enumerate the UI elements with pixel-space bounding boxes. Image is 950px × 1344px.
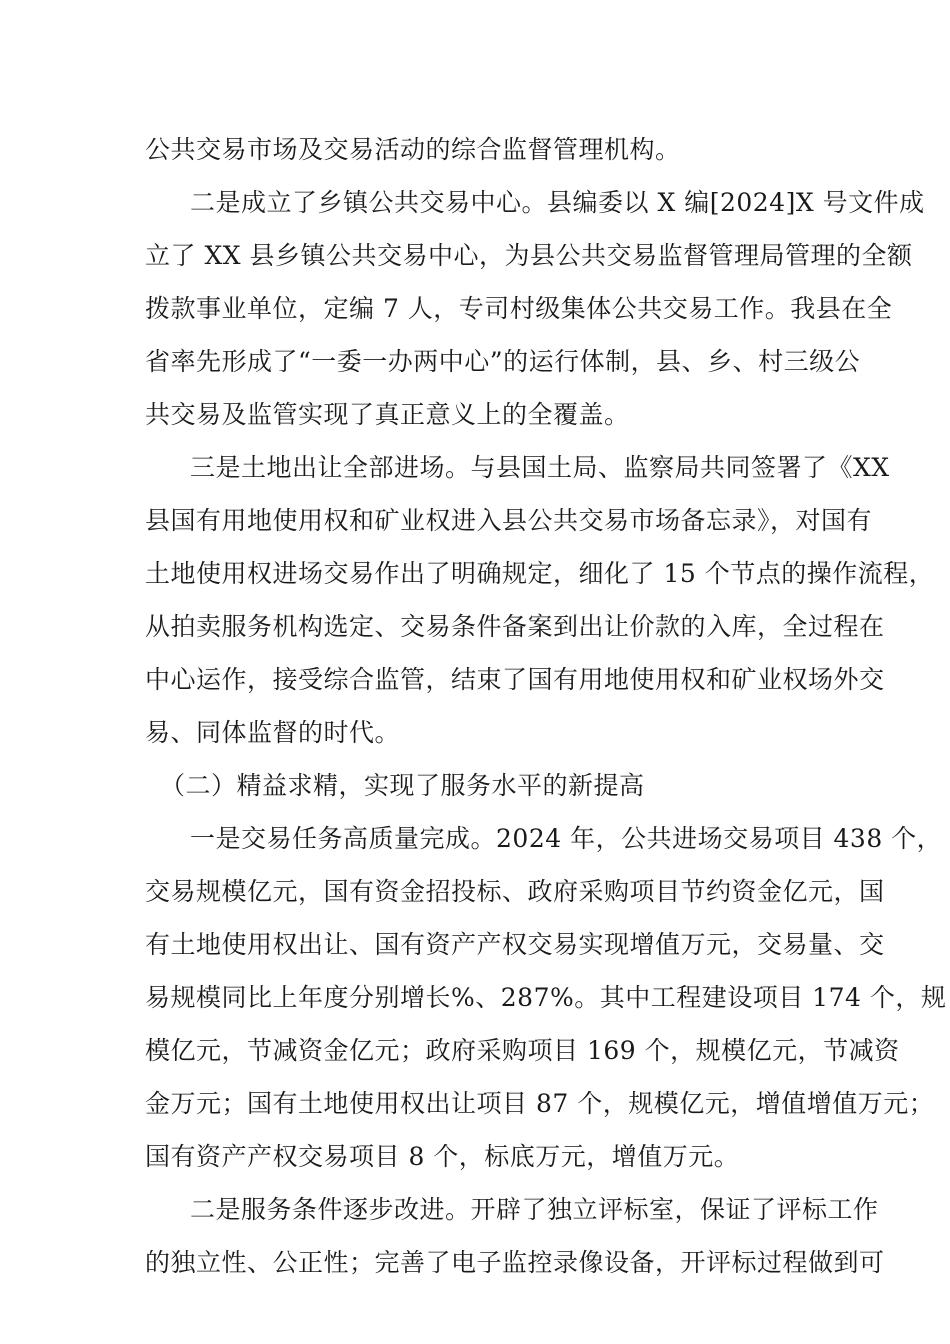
- paragraph-line: 二是成立了乡镇公共交易中心。县编委以 X 编[2024]X 号文件成: [190, 188, 925, 217]
- paragraph-line: 易、同体监督的时代。: [145, 718, 401, 747]
- paragraph-line: 公共交易市场及交易活动的综合监督管理机构。: [145, 135, 681, 164]
- paragraph-line: 一是交易任务高质量完成。2024 年，公共进场交易项目 438 个，: [190, 824, 943, 853]
- paragraph-line: 有土地使用权出让、国有资产产权交易实现增值万元，交易量、交: [145, 930, 885, 959]
- paragraph-line: 土地使用权进场交易作出了明确规定，细化了 15 个节点的操作流程，: [145, 559, 935, 588]
- paragraph-line: 中心运作，接受综合监管，结束了国有用地使用权和矿业权场外交: [145, 665, 885, 694]
- paragraph-line: 三是土地出让全部进场。与县国土局、监察局共同签署了《XX: [190, 453, 890, 482]
- paragraph-line: 立了 XX 县乡镇公共交易中心，为县公共交易监督管理局管理的全额: [145, 241, 913, 270]
- paragraph-line: 交易规模亿元，国有资金招投标、政府采购项目节约资金亿元，国: [145, 877, 885, 906]
- section-heading: （二）精益求精，实现了服务水平的新提高: [160, 771, 645, 800]
- paragraph-line: 金万元；国有土地使用权出让项目 87 个，规模亿元，增值增值万元；: [145, 1089, 935, 1118]
- paragraph-line: 省率先形成了“一委一办两中心”的运行体制，县、乡、村三级公: [145, 347, 861, 376]
- paragraph-line: 国有资产产权交易项目 8 个，标底万元，增值万元。: [145, 1142, 740, 1171]
- paragraph-line: 县国有用地使用权和矿业权进入县公共交易市场备忘录》，对国有: [145, 506, 873, 535]
- paragraph-line: 拨款事业单位，定编 7 人，专司村级集体公共交易工作。我县在全: [145, 294, 893, 323]
- paragraph-line: 二是服务条件逐步改进。开辟了独立评标室，保证了评标工作: [190, 1195, 879, 1224]
- paragraph-line: 模亿元，节减资金亿元；政府采购项目 169 个，规模亿元，节减资: [145, 1036, 900, 1065]
- paragraph-line: 从拍卖服务机构选定、交易条件备案到出让价款的入库，全过程在: [145, 612, 885, 641]
- paragraph-line: 易规模同比上年度分别增长%、287%。其中工程建设项目 174 个，规: [145, 983, 947, 1012]
- paragraph-line: 的独立性、公正性；完善了电子监控录像设备，开评标过程做到可: [145, 1248, 885, 1277]
- paragraph-line: 共交易及监管实现了真正意义上的全覆盖。: [145, 400, 630, 429]
